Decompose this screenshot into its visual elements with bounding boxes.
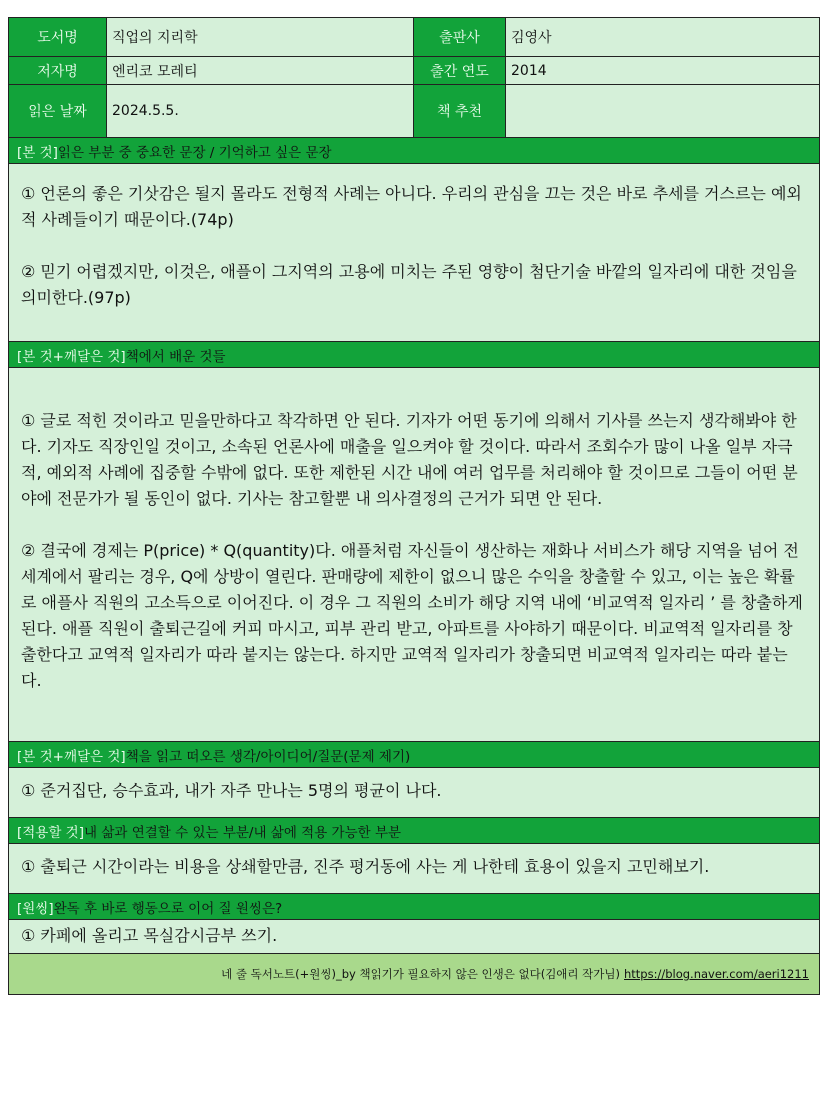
section-header-learned <box>9 342 819 368</box>
section-header-apply <box>9 818 819 844</box>
footer-credit <box>9 954 819 994</box>
read-date-value: 2024.5.5. <box>107 85 414 138</box>
section-paragraph: ② 결국에 경제는 P(price) * Q(quantity)다. 애플처럼 자신들이 생산하는 재화나 서비스가 해당 지역을 넘어 전세계에서 팔리는 경우, Q에 상방이 열린다. 판매량에 제한이 없으니 많은 수익을 창출할 수 있고, 이는 높은 확률로 애플사 직원의 고소득으로 이어진다. 이 경우 그 직원의 소비가 해당 지역 내에 ‘비교역적 일자리 ’ 를 창출하게 된다. 애플 직원이 출퇴근길에 커피 마시고, 피부 관리 받고, 아파트를 사야하기 때문이다. 비교역적 일자리를 창출한다고 교역적 일자리가 따라 붙지는 않는다. 하지만 교역적 일자리가 창출되면 비교역적 일자리는 따라 붙는다. <box>21 541 803 690</box>
section-title: 책에서 배운 것들 <box>125 348 226 365</box>
recommend-label: 책 추천 <box>414 85 506 138</box>
title-value: 직업의 지리학 <box>107 18 414 57</box>
author-label: 저자명 <box>9 57 107 85</box>
publisher-value: 김영사 <box>506 18 819 57</box>
title-label: 도서명 <box>9 18 107 57</box>
section-paragraph: ① 카페에 올리고 목실감시금부 쓰기. <box>21 926 278 945</box>
section-header-seen <box>9 138 819 164</box>
section-title: 책을 읽고 떠오른 생각/아이디어/질문(문제 제기) <box>125 748 411 765</box>
reading-note-sheet <box>8 17 820 995</box>
section-tag: [본 것] <box>17 144 58 161</box>
book-info-table <box>9 18 819 138</box>
section-paragraph: ② 믿기 어렵겠지만, 이것은, 애플이 그지역의 고용에 미치는 주된 영향이 첨단기술 바깥의 일자리에 대한 것임을 의미한다.(97p) <box>21 262 797 307</box>
publisher-label: 출판사 <box>414 18 506 57</box>
section-body-onething <box>9 920 819 954</box>
section-tag: [본 것+깨달은 것] <box>17 748 126 765</box>
section-header-ideas <box>9 742 819 768</box>
recommend-value <box>506 85 819 138</box>
section-tag: [적용할 것] <box>17 824 84 841</box>
year-value: 2014 <box>506 57 819 85</box>
read-date-label: 읽은 날짜 <box>9 85 107 138</box>
section-tag: [원씽] <box>17 900 54 917</box>
section-paragraph: ① 언론의 좋은 기삿감은 될지 몰라도 전형적 사례는 아니다. 우리의 관심을 끄는 것은 바로 추세를 거스르는 예외적 사례들이기 때문이다.(74p) <box>21 184 802 229</box>
section-title: 읽은 부분 중 중요한 문장 / 기억하고 싶은 문장 <box>57 144 332 161</box>
section-body-apply <box>9 844 819 894</box>
section-paragraph: ① 출퇴근 시간이라는 비용을 상쇄할만큼, 진주 평거동에 사는 게 나한테 효용이 있을지 고민해보기. <box>21 857 710 876</box>
section-title: 내 삶과 연결할 수 있는 부분/내 삶에 적용 가능한 부분 <box>84 824 402 841</box>
section-body-seen <box>9 164 819 342</box>
footer-link[interactable]: https://blog.naver.com/aeri1211 <box>624 967 809 981</box>
author-value: 엔리코 모레티 <box>107 57 414 85</box>
section-body-ideas <box>9 768 819 818</box>
section-paragraph: ① 준거집단, 승수효과, 내가 자주 만나는 5명의 평균이 나다. <box>21 781 442 800</box>
year-label: 출간 연도 <box>414 57 506 85</box>
section-title: 완독 후 바로 행동으로 이어 질 원씽은? <box>53 900 283 917</box>
footer-text: 네 줄 독서노트(+원씽)_by 책읽기가 필요하지 않은 인생은 없다(김애리 작가님) <box>221 967 620 981</box>
section-header-onething <box>9 894 819 920</box>
section-paragraph: ① 글로 적힌 것이라고 믿을만하다고 착각하면 안 된다. 기자가 어떤 동기에 의해서 기사를 쓰는지 생각해봐야 한다. 기자도 직장인일 것이고, 소속된 언론사에 매출을 일으켜야 할 것이다. 따라서 조회수가 많이 나올 일부 자극적, 예외적 사례에 집중할 수밖에 없다. 또한 제한된 시간 내에 여러 업무를 처리해야 할 것이므로 그들이 어떤 분야에 전문가가 될 동인이 없다. 기사는 참고할뿐 내 의사결정의 근거가 되면 안 된다. <box>21 411 798 508</box>
section-tag: [본 것+깨달은 것] <box>17 348 126 365</box>
section-body-learned <box>9 368 819 742</box>
